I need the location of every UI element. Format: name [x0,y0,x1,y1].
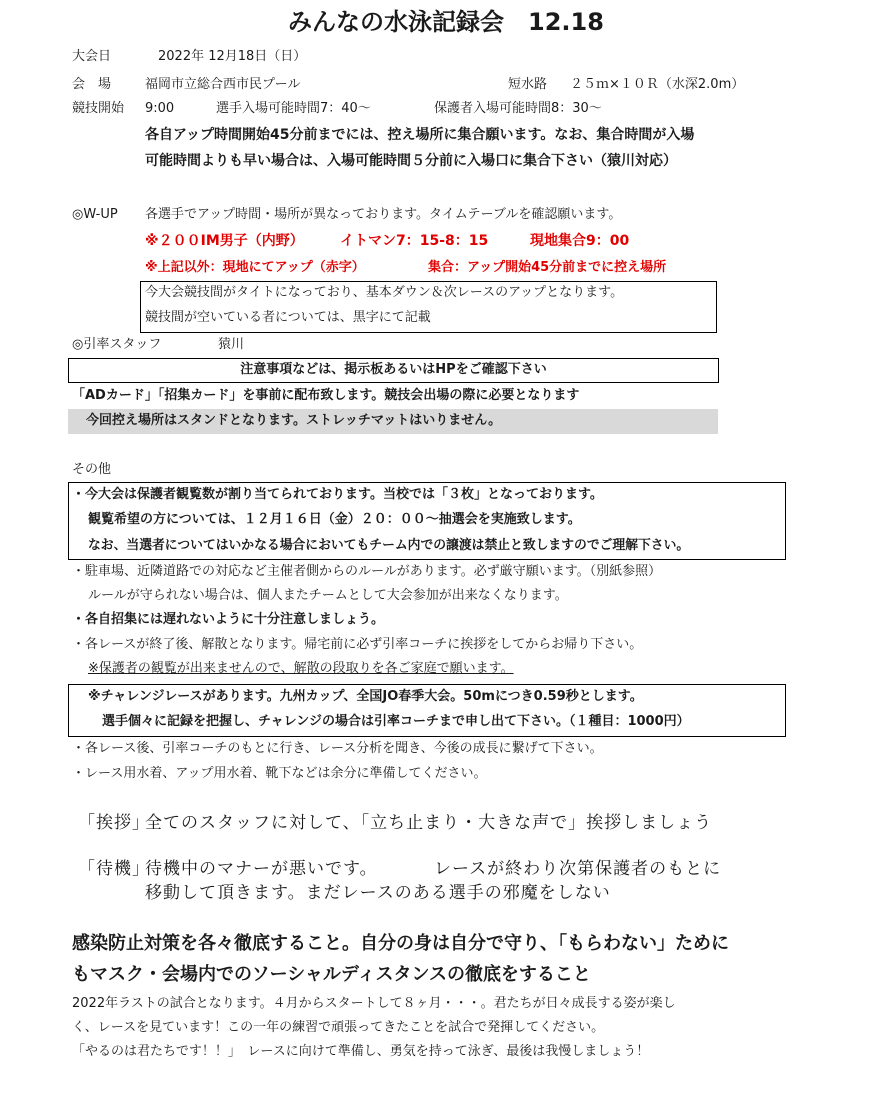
wup-red-line1-time: イトマン7：15-8：15 [340,233,489,249]
other-label: その他 [72,462,112,477]
assembly-note-line1: 各自アップ時間開始45分前までには、控え場所に集合願います。なお、集合時間が入場 [145,127,695,143]
wup-red-line2-left: ※上記以外：現地にてアップ（赤字） [145,260,365,275]
greet-text: 全てのスタッフに対して、「立ち止まり・大きな声で」挨拶しましょう [145,813,713,833]
wait-manner-text1: 待機中のマナーが悪いです。 [145,859,378,879]
card-note: 「ADカード」「招集カード」を事前に配布致します。競技会出場の際に必要となります [72,388,580,403]
challenge-line1: ※チャレンジレースがあります。九州カップ、全国JO春季大会。50mにつき0.59秒とします。 [88,689,643,704]
viewing-line3: なお、当選者についてはいかなる場合においてもチーム内での譲渡は禁止と致しますのでご理解下さい。 [88,538,690,553]
assembly-note-line2: 可能時間よりも早い場合は、入場可能時間５分前に入場口に集合下さい（猿川対応） [145,153,677,169]
wup-desc: 各選手でアップ時間・場所が異なっております。タイムテーブルを確認願います。 [145,207,622,222]
date-label: 大会日 [72,49,112,64]
wup-box-line1: 今大会競技間がタイトになっており、基本ダウン＆次レースのアップとなります。 [145,285,624,300]
dismiss-line2: ※保護者の観覧が出来ませんので、解散の段取りを各ご家庭で願います。 [88,661,514,676]
parking-line1: ・駐車場、近隣道路での対応など主催者側からのルールがあります。必ず厳守願います。（別紙参照） [72,564,662,579]
date-value: 2022年 12月18日（日） [158,49,307,64]
wait-note: 今回控え場所はスタンドとなります。ストレッチマットはいりません。 [86,413,502,428]
closing-line3: 「やるのは君たちです！！」 レースに向けて準備し、勇気を持って泳ぎ、最後は我慢しましょう！ [72,1044,650,1059]
infection-line1: 感染防止対策を各々徹底すること。自分の身は自分で守り、「もらわない」ために [72,933,729,954]
closing-line2: く、レースを見ています！この一年の練習で頑張ってきたことを試合で発揮してください。 [72,1020,605,1035]
greet-label: 「挨拶」 [78,813,150,833]
staff-label: ◎引率スタッフ [72,337,162,352]
wup-red-line1-meet: 現地集合9：00 [530,233,630,249]
venue-label: 会 場 [72,77,112,92]
viewing-line1: ・今大会は保護者観覧数が割り当てられております。当校では「３枚」となっております。 [72,487,603,502]
venue-value: 福岡市立総合西市民プール [145,77,301,92]
swimwear-note: ・レース用水着、アップ用水着、靴下などは余分に準備してください。 [72,766,487,781]
call-note: ・各自招集には遅れないように十分注意しましょう。 [72,612,385,627]
athlete-entry: 選手入場可能時間7：40～ [216,101,371,116]
pool-value: ２５ｍ×１０Ｒ（水深2.0m） [570,77,745,92]
wait-manner-text2: 移動して頂きます。まだレースのある選手の邪魔をしない [145,883,611,903]
staff-name: 猿川 [218,337,245,352]
start-value: 9:00 [145,101,175,116]
viewing-line2: 観覧希望の方については、１２月１６日（金）２０：００～抽選会を実施致します。 [88,512,581,527]
dismiss-line1: ・各レースが終了後、解散となります。帰宅前に必ず引率コーチに挨拶をしてからお帰り下さい。 [72,637,643,652]
wup-label: ◎W-UP [72,207,118,222]
infection-line2: もマスク・会場内でのソーシャルディスタンスの徹底をすること [72,964,591,985]
wait-manner-label: 「待機」 [78,859,150,879]
closing-line1: 2022年ラストの試合となります。４月からスタートして８ヶ月・・・。君たちが日々成長する姿が楽し [72,996,676,1011]
notice-text: 注意事項などは、掲示板あるいはHPをご確認下さい [240,362,547,377]
pool-label: 短水路 [508,77,548,92]
wup-box-line2: 競技間が空いている者については、黒字にて記載 [145,310,431,325]
wup-red-line1-event: ※２００IM男子（内野） [145,233,304,249]
start-label: 競技開始 [72,101,125,116]
parking-line2: ルールが守られない場合は、個人またチームとして大会参加が出来なくなります。 [88,588,568,603]
challenge-line2: 選手個々に記録を把握し、チャレンジの場合は引率コーチまで申し出て下さい。（１種目：1000円） [102,714,690,729]
analysis-note: ・各レース後、引率コーチのもとに行き、レース分析を聞き、今後の成長に繋げて下さい。 [72,741,603,756]
guardian-entry: 保護者入場可能時間8：30～ [434,101,602,116]
wup-red-line2-right: 集合：アップ開始45分前までに控え場所 [428,260,667,275]
page-title: みんなの水泳記録会 12.18 [288,8,604,36]
wait-manner-text1b: レースが終わり次第保護者のもとに [434,859,722,879]
